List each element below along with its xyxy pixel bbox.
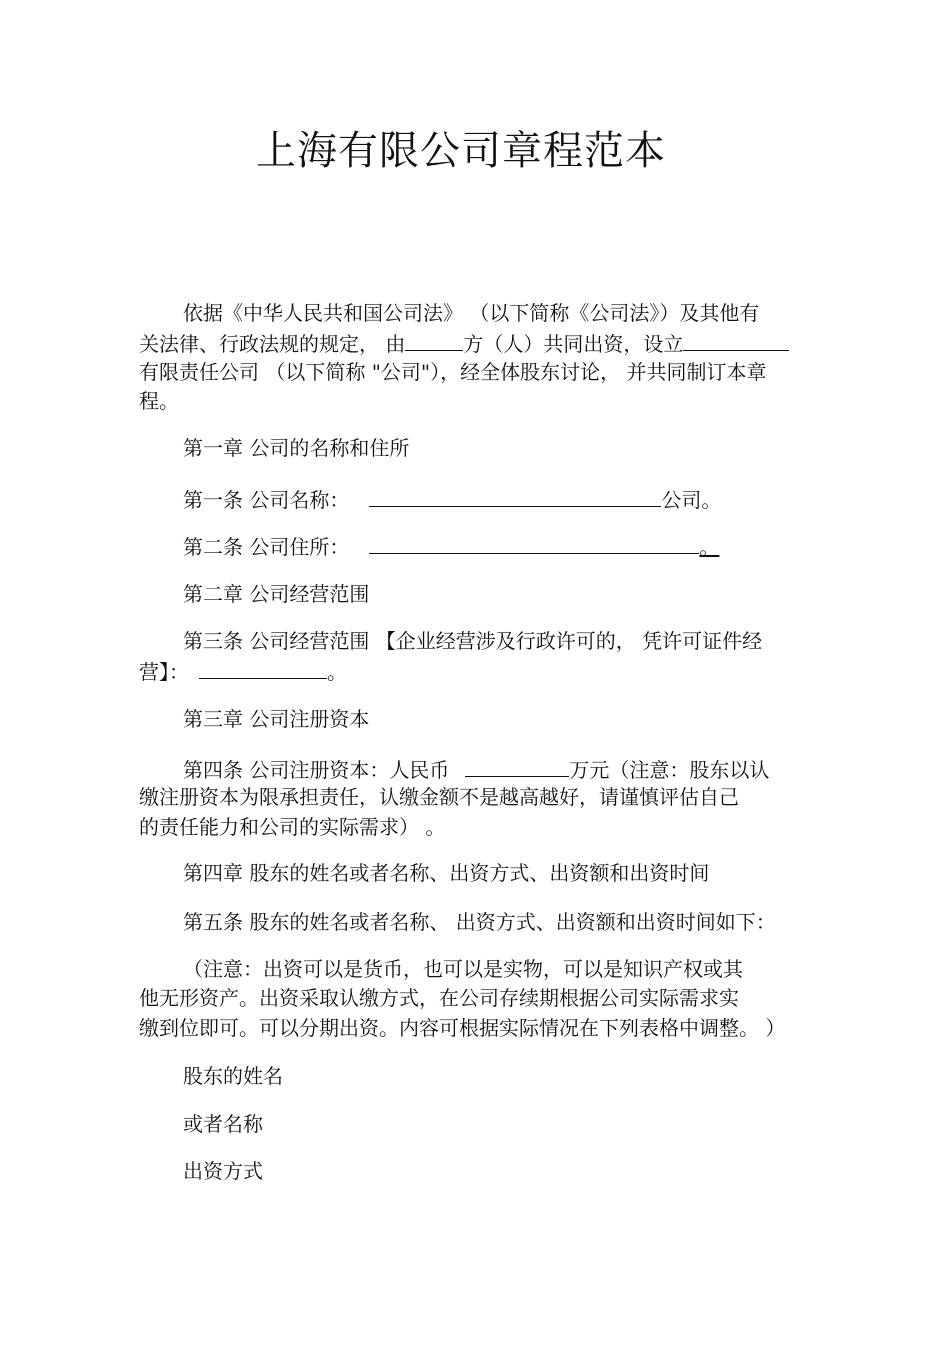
article-3-line-2 [139, 656, 347, 687]
chapter-1-heading: 第一章 公司的名称和住所 [183, 436, 410, 460]
article-4-line-3: 的责任能力和公司的实际需求） 。 [139, 815, 446, 839]
preamble-line-3: 有限责任公司 （以下简称 "公司"），经全体股东讨论， 并共同制订本章 [139, 360, 767, 384]
article-2-suffix: 。 [699, 535, 720, 559]
article-2 [183, 531, 719, 562]
company-address-blank [369, 531, 699, 554]
article-3-suffix: 。 [327, 660, 347, 684]
contributor-count-blank [405, 328, 463, 351]
article-3-line-1: 第三条 公司经营范围 【企业经营涉及行政许可的， 凭许可证件经 [183, 629, 763, 653]
article-1-suffix: 公司。 [661, 488, 722, 512]
article-4-line-1-end: 万元（注意：股东以认 [569, 758, 770, 782]
preamble-line-4: 程。 [139, 389, 179, 413]
document-title: 上海有限公司章程范本 [256, 128, 666, 174]
registered-capital-blank [465, 754, 569, 777]
preamble-line-1: 依据《中华人民共和国公司法》 （以下简称《公司法》）及其他有 [183, 301, 760, 325]
chapter-3-heading: 第三章 公司注册资本 [183, 707, 370, 731]
article-4-line-2: 缴注册资本为限承担责任，认缴金额不是越高越好，请谨慎评估自己 [139, 785, 739, 809]
article-3-line-2-text: 营】： [139, 660, 189, 684]
preamble-line-2-mid: 方（人）共同出资，设立 [463, 332, 684, 356]
business-scope-blank [199, 656, 327, 679]
company-name-blank [683, 328, 789, 351]
article-1 [183, 484, 721, 515]
table-header-or-name: 或者名称 [183, 1112, 263, 1136]
preamble-line-2 [139, 328, 789, 359]
chapter-4-heading: 第四章 股东的姓名或者名称、出资方式、出资额和出资时间 [183, 861, 710, 885]
article-5: 第五条 股东的姓名或者名称、 出资方式、出资额和出资时间如下： [183, 910, 776, 934]
note-line-1: （注意：出资可以是货币，也可以是实物，可以是知识产权或其 [183, 957, 743, 981]
preamble-line-2-start: 关法律、行政法规的规定， 由 [139, 332, 406, 356]
article-4-line-1-start: 第四条 公司注册资本：人民币 [183, 758, 450, 782]
chapter-2-heading: 第二章 公司经营范围 [183, 582, 370, 606]
article-4-line-1 [183, 754, 769, 785]
note-line-2: 他无形资产。出资采取认缴方式，在公司存续期根据公司实际需求实 [139, 986, 739, 1010]
article-2-label: 第二条 公司住所： [183, 535, 350, 559]
note-line-3: 缴到位即可。可以分期出资。内容可根据实际情况在下列表格中调整。 ） [139, 1016, 786, 1040]
company-name-field-blank [369, 484, 661, 507]
article-1-label: 第一条 公司名称： [183, 488, 350, 512]
table-header-shareholder-name: 股东的姓名 [183, 1064, 283, 1088]
table-header-contribution-method: 出资方式 [183, 1159, 263, 1183]
